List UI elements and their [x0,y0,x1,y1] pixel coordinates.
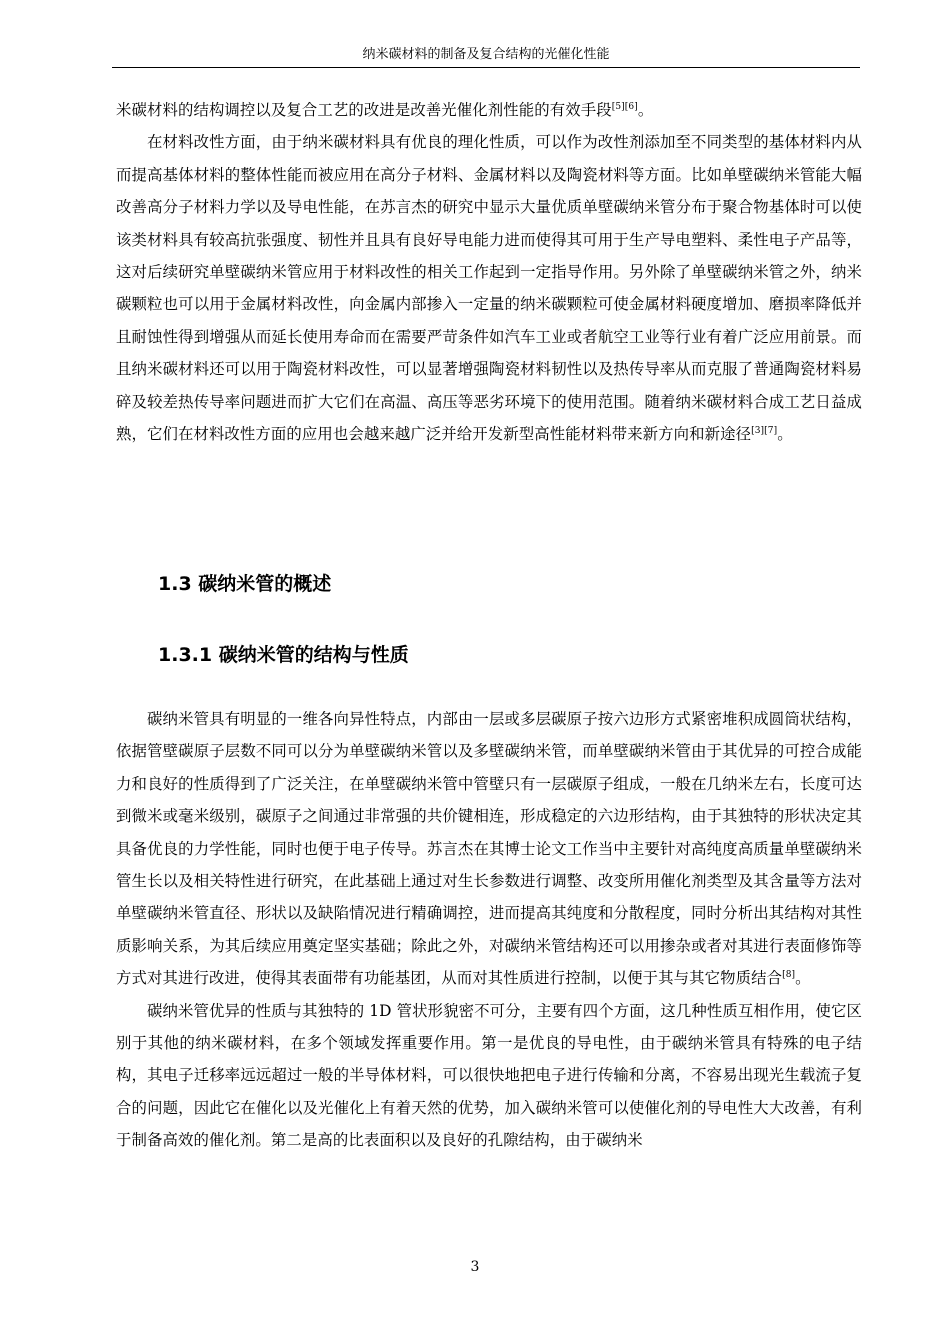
citation: [8] [782,970,796,981]
paragraph-2 [116,126,862,450]
paragraph-2-text: 在材料改性方面，由于纳米碳材料具有优良的理化性质，可以作为改性剂添加至不同类型的基体材料内从而提高基体材料的整体性能而被应用在高分子材料、金属材料以及陶瓷材料等方面。比如单壁碳纳米管能大幅改善高分子材料力学以及导电性能，在苏言杰的研究中显示大量优质单壁碳纳米管分布于聚合物基体时可以使该类材料具有较高抗张强度、韧性并且具有良好导电能力进而使得其可用于生产导电塑料、柔性电子产品等，这对后续研究单壁碳纳米管应用于材料改性的相关工作起到一定指导作用。另外除了单壁碳纳米管之外，纳米碳颗粒也可以用于金属材料改性，向金属内部掺入一定量的纳米碳颗粒可使金属材料硬度增加、磨损率降低并且耐蚀性得到增强从而延长使用寿命而在需要严苛条件如汽车工业或者航空工业等行业有着广泛应用前景。而且纳米碳材料还可以用于陶瓷材料改性，可以显著增强陶瓷材料韧性以及热传导率从而克服了普通陶瓷材料易碎及较差热传导率问题进而扩大它们在高温、高压等恶劣环境下的使用范围。随着纳米碳材料合成工艺日益成熟，它们在材料改性方面的应用也会越来越广泛并给开发新型高性能材料带来新方向和新途径 [116,133,862,444]
text-block-structure [116,703,862,1157]
paragraph-3-text: 碳纳米管具有明显的一维各向异性特点，内部由一层或多层碳原子按六边形方式紧密堆积成圆筒状结构，依据管壁碳原子层数不同可以分为单壁碳纳米管以及多壁碳纳米管，而单壁碳纳米管由于其优异的可控合成能力和良好的性质得到了广泛关注，在单壁碳纳米管中管壁只有一层碳原子组成，一般在几纳米左右，长度可达到微米或毫米级别，碳原子之间通过非常强的共价键相连，形成稳定的六边形结构，由于其独特的形状决定其具备优良的力学性能，同时也便于电子传导。苏言杰在其博士论文工作当中主要针对高纯度高质量单壁碳纳米管生长以及相关特性进行研究，在此基础上通过对生长参数进行调整、改变所用催化剂类型及其含量等方法对单壁碳纳米管直径、形状以及缺陷情况进行精确调控，进而提高其纯度和分散程度，同时分析出其结构对其性质影响关系，为其后续应用奠定坚实基础；除此之外，对碳纳米管结构还可以用掺杂或者对其进行表面修饰等方式对其进行改进，使得其表面带有功能基团，从而对其性质进行控制，以便于其与其它物质结合 [116,710,862,988]
paragraph-3 [116,703,862,995]
running-header: 纳米碳材料的制备及复合结构的光催化性能 [362,47,610,62]
paragraph-1-text: 米碳材料的结构调控以及复合工艺的改进是改善光催化剂性能的有效手段 [116,101,612,119]
citation: [5][6] [611,102,638,112]
paragraph-2-end: 。 [777,425,793,444]
section-heading: 1.3 碳纳米管的概述 [158,573,332,595]
paragraph-4-text: 碳纳米管优异的性质与其独特的 1D 管状形貌密不可分，主要有四个方面，这几种性质互相作用，使它区别于其他的纳米碳材料，在多个领域发挥重要作用。第一是优良的导电性，由于碳纳米管具有特殊的电子结构，其电子迁移率远远超过一般的半导体材料，可以很快地把电子进行传输和分离，不容易出现光生载流子复合的问题，因此它在催化以及光催化上有着天然的优势，加入碳纳米管可以使催化剂的导电性大大改善，有利于制备高效的催化剂。第二是高的比表面积以及良好的孔隙结构，由于碳纳米 [116,1001,862,1150]
header-rule [112,67,860,68]
paragraph-1-end: 。 [637,101,654,119]
page-number: 3 [470,1259,480,1275]
paragraph-1 [116,94,862,126]
text-block-intro [116,94,862,450]
paragraph-4 [116,995,862,1157]
citation: [3][7] [751,426,778,437]
paragraph-3-end: 。 [795,969,811,988]
subsection-heading: 1.3.1 碳纳米管的结构与性质 [158,644,409,666]
